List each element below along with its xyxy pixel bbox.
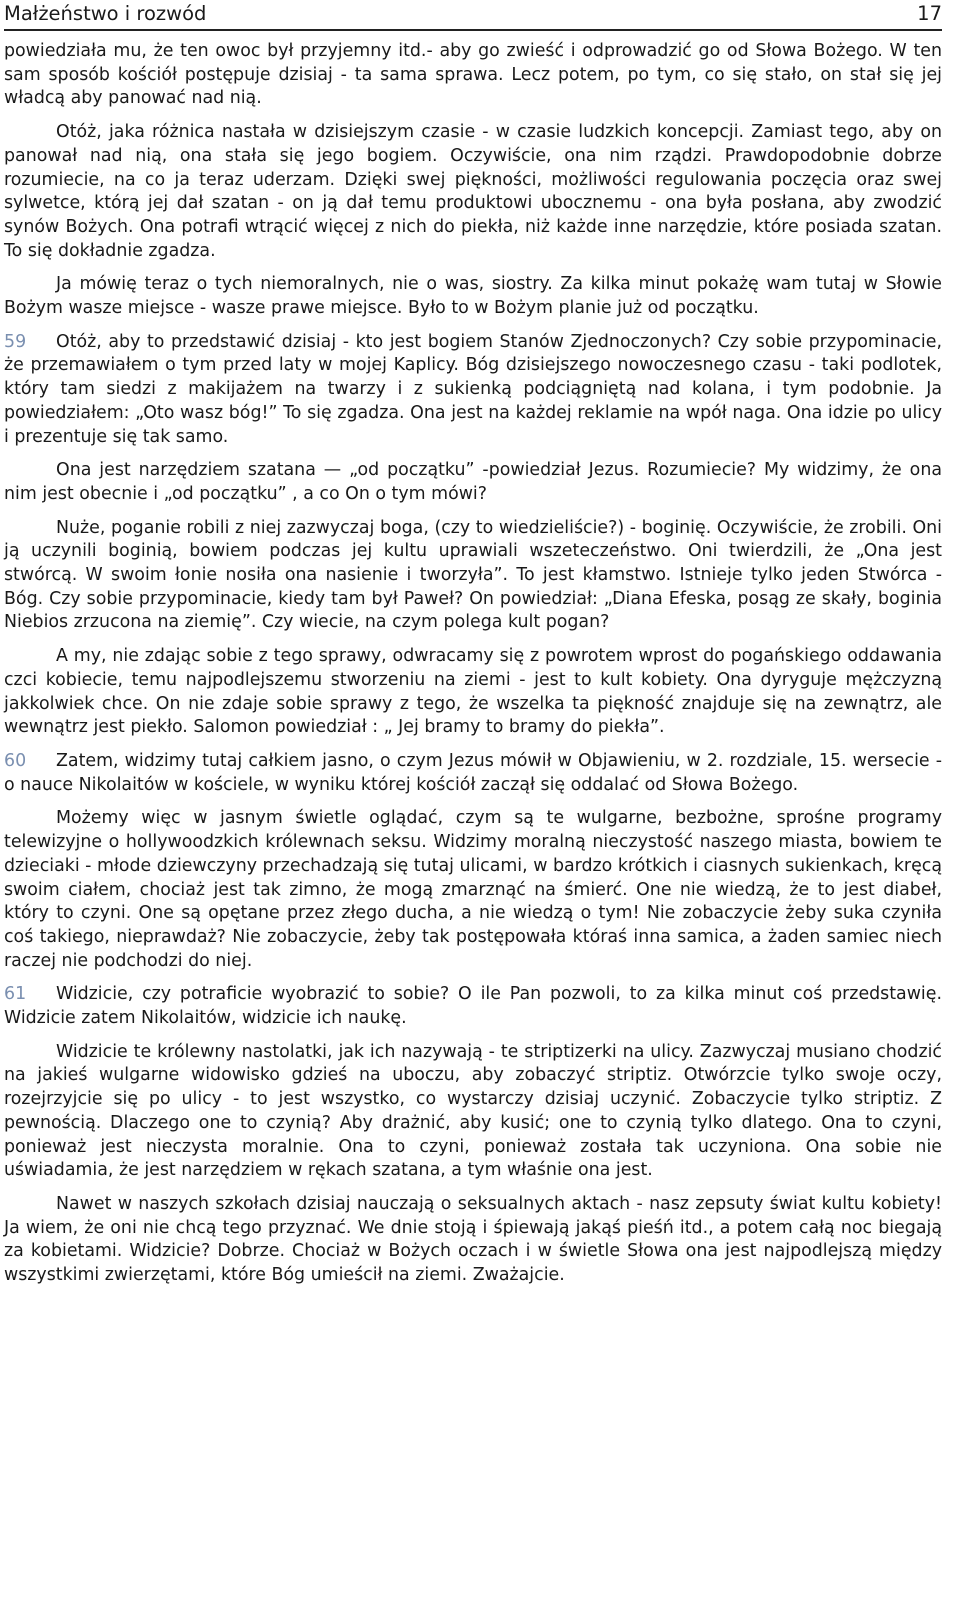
page-number: 17 <box>917 2 942 25</box>
paragraph-number: 60 <box>4 750 27 771</box>
paragraph <box>4 1193 942 1288</box>
paragraph <box>4 121 942 263</box>
paragraph-number: 61 <box>4 984 27 1005</box>
paragraph <box>4 517 942 636</box>
paragraph-text: Nuże, poganie robili z niej zazwyczaj boga, (czy to wiedzieliście?) - boginię. Oczywiście, że zrobili. Oni ją uczynili boginią, bowiem podczas jej kultu uprawiali wszeteczeństwo. Oni twierdzili, że „Ona jest stwórcą. W swoim łonie nosiła ona nasienie i tworzyła”. To jest kłamstwo. Istnieje tylko jeden Stwórca - Bóg. Czy sobie przypominacie, kiedy tam był Paweł? On powiedział: „Diana Efeska, posąg ze skały, boginia Niebios zrzucona na ziemię”. Czy wiecie, na czym polega kult pogan? <box>4 517 942 633</box>
paragraph-number: 59 <box>4 331 27 352</box>
paragraph-text: Zatem, widzimy tutaj całkiem jasno, o czym Jezus mówił w Objawieniu, w 2. rozdziale, 15. wersecie - o nauce Nikolaitów w kościele, w wyniku której kościół zaczął się oddalać od Słowa Bożego. <box>4 750 942 795</box>
paragraph <box>4 459 942 506</box>
paragraph-text: Ja mówię teraz o tych niemoralnych, nie o was, siostry. Za kilka minut pokażę wam tutaj w Słowie Bożym wasze miejsce - wasze prawe miejsce. Było to w Bożym planie już od początku. <box>4 274 942 319</box>
paragraph <box>4 40 942 111</box>
paragraph-text: Nawet w naszych szkołach dzisiaj nauczają o seksualnych aktach - nasz zepsuty świat kultu kobiety! Ja wiem, że oni nie chcą tego przyznać. We dnie stoją i śpiewają jakąś pieśń itd., a potem całą noc biegają za kobietami. Widzicie? Dobrze. Chociaż w Bożych oczach i w świetle Słowa ona jest najpodlejszą między wszystkimi zwierzętami, które Bóg umieścił na ziemi. Zważajcie. <box>4 1193 942 1286</box>
paragraph <box>4 331 942 450</box>
paragraph-text: Otóż, jaka różnica nastała w dzisiejszym czasie - w czasie ludzkich koncepcji. Zamiast tego, aby on panował nad nią, ona stała się jego bogiem. Oczywiście, ona nim rządzi. Prawdopodobnie dobrze rozumiecie, na co ja teraz uderzam. Dzięki swej piękności, możliwości regulowania poczęcia oraz swej sylwetce, którą jej dał szatan - on ją dał temu produktowi ubocznemu - ona była posłana, aby zwodzić synów Bożych. Ona potrafi wtrącić więcej z nich do piekła, niż każde inne narzędzie, które posiada szatan. To się dokładnie zgadza. <box>4 122 942 261</box>
chapter-title: Małżeństwo i rozwód <box>4 2 207 25</box>
paragraph <box>4 750 942 797</box>
paragraph-text: Widzicie te królewny nastolatki, jak ich nazywają - te striptizerki na ulicy. Zazwyczaj musiano chodzić na jakieś wulgarne widowisko gdzieś na uboczu, aby zobaczyć striptiz. Otwórzcie tylko swoje oczy, rozejrzyjcie się po ulicy - to jest wszystko, co wystarczy dzisiaj uczynić. Zobaczycie tylko striptiz. Z pewnością. Dlaczego one to czynią? Aby drażnić, aby kusić; one to czynią tylko dlatego. Ona to czyni, ponieważ jest nieczysta moralnie. Ona to czyni, ponieważ została tak uczyniona. Ona sobie nie uświadamia, że jest narzędziem w rękach szatana, a tym właśnie ona jest. <box>4 1041 942 1181</box>
paragraph <box>4 273 942 320</box>
paragraph-text: Ona jest narzędziem szatana — „od początku” -powiedział Jezus. Rozumiecie? My widzimy, że ona nim jest obecnie i „od początku” , a co On o tym mówi? <box>4 460 942 504</box>
paragraph-text: Możemy więc w jasnym świetle oglądać, czym są te wulgarne, bezbożne, sprośne programy telewizyjne o hollywoodzkich królewnach seksu. Widzimy moralną nieczystość naszego miasta, bowiem te dzieciaki - młode dziewczyny przechadzają się tutaj ulicami, w bardzo krótkich i ciasnych sukienkach, kręcą swoim ciałem, chociaż jest tak zimno, że mogą zmarznąć na śmierć. One nie wiedzą, że to jest diabeł, który to czyni. One są opętane przez złego ducha, a nie wiedzą o tym! Nie zobaczycie żeby suka czyniła coś takiego, nieprawdaż? Nie zobaczycie, żeby tak postępowała któraś inna samica, a żaden samiec niech raczej nie podchodzi do niej. <box>4 808 942 971</box>
document-body <box>4 40 942 1288</box>
paragraph-text: Otóż, aby to przedstawić dzisiaj - kto jest bogiem Stanów Zjednoczonych? Czy sobie przypominacie, że przemawiałem o tym przed laty w mojej Kaplicy. Bóg dzisiejszego nowoczesnego czasu - taki podlotek, który tam siedzi z makijażem na twarzy i z sukienką podciągniętą nad kolana, i tym podobnie. Ja powiedziałem: „Oto wasz bóg!” To się zgadza. Ona jest na każdej reklamie na wpół naga. Ona idzie po ulicy i prezentuje się tak samo. <box>4 331 942 447</box>
paragraph <box>4 1041 942 1183</box>
running-header <box>4 2 942 31</box>
paragraph <box>4 645 942 740</box>
paragraph-text: Widzicie, czy potraficie wyobrazić to sobie? O ile Pan pozwoli, to za kilka minut coś przedstawię. Widzicie zatem Nikolaitów, widzicie ich naukę. <box>4 984 942 1029</box>
paragraph-text: powiedziała mu, że ten owoc był przyjemny itd.- aby go zwieść i odprowadzić go od Słowa Bożego. W ten sam sposób kościół postępuje dzisiaj - ta sama sprawa. Lecz potem, po tym, co się stało, on stał się jej władcą aby panować nad nią. <box>4 41 942 109</box>
paragraph-text: A my, nie zdając sobie z tego sprawy, odwracamy się z powrotem wprost do pogańskiego oddawania czci kobiecie, temu najpodlejszemu stworzeniu na ziemi - jest to kult kobiety. Ona dyryguje mężczyzną jakkolwiek chce. On nie zdaje sobie sprawy z tego, że wszelka ta piękność znajduje się na zewnątrz, ale wewnątrz jest piekło. Salomon powiedział : „ Jej bramy to bramy do piekła”. <box>4 646 942 738</box>
paragraph <box>4 983 942 1030</box>
paragraph <box>4 807 942 973</box>
